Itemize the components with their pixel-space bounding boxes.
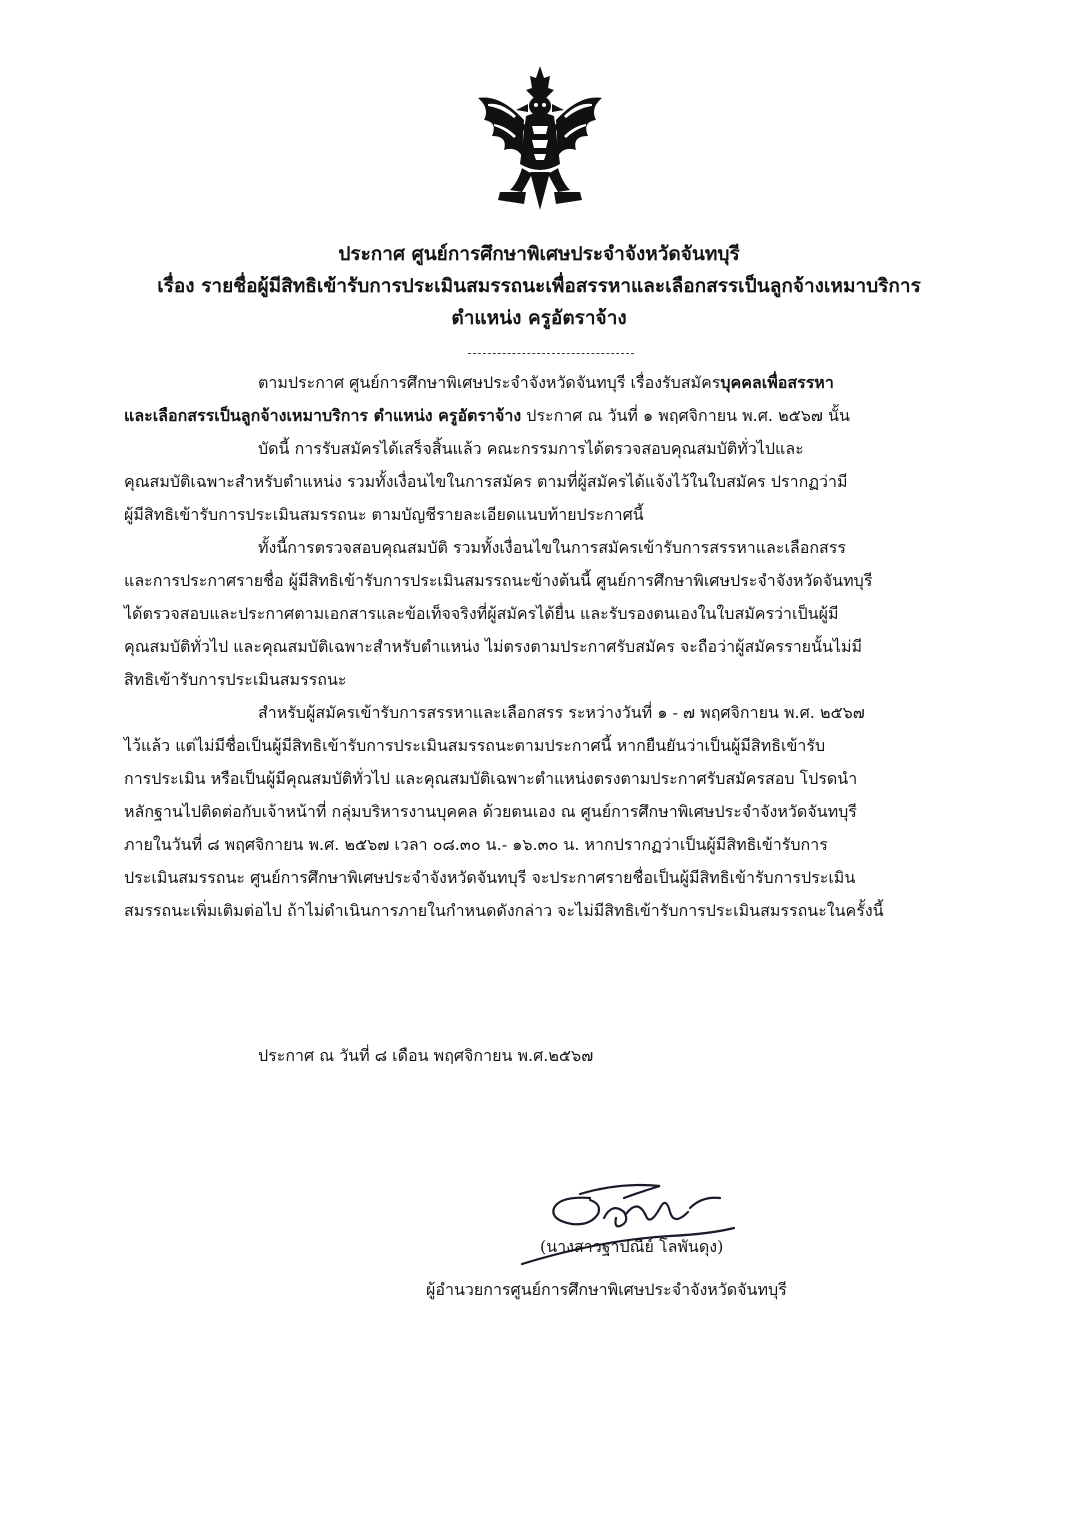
paragraph-3-line: ได้ตรวจสอบและประกาศตามเอกสารและข้อเท็จจริงที่ผู้สมัครได้ยื่น และรับรองตนเองในใบสมัครว่าเป็นผู้มี (124, 604, 839, 623)
announcement-title: ประกาศ ศูนย์การศึกษาพิเศษประจำจังหวัดจันทบุรี (338, 243, 740, 265)
paragraph-3-line: สิทธิเข้ารับการประเมินสมรรถนะ (124, 670, 347, 689)
paragraph-1-line-2 (124, 399, 974, 432)
announcement-date: ประกาศ ณ วันที่ ๘ เดือน พฤศจิกายน พ.ศ.๒๕๖๗ (258, 1046, 594, 1065)
signer-title: ผู้อำนวยการศูนย์การศึกษาพิเศษประจำจังหวัดจันทบุรี (426, 1280, 787, 1299)
paragraph-4-line: ไว้แล้ว แต่ไม่มีชื่อเป็นผู้มีสิทธิเข้ารับการประเมินสมรรถนะตามประกาศนี้ หากยืนยันว่าเป็นผู้มีสิทธิเข้ารับ (124, 736, 826, 755)
paragraph-3-line: คุณสมบัติทั่วไป และคุณสมบัติเฉพาะสำหรับตำแหน่ง ไม่ตรงตามประกาศรับสมัคร จะถือว่าผู้สมัครรายนั้นไม่มี (124, 637, 863, 656)
announcement-subject: เรื่อง รายชื่อผู้มีสิทธิเข้ารับการประเมินสมรรถนะเพื่อสรรหาและเลือกสรรเป็นลูกจ้างเหมาบริการ (157, 275, 921, 297)
announcement-header (100, 238, 978, 334)
text-run-bold: และเลือกสรรเป็นลูกจ้างเหมาบริการ ตำแหน่ง ครูอัตราจ้าง (124, 406, 522, 425)
paragraph-4-line: หลักฐานไปติดต่อกับเจ้าหน้าที่ กลุ่มบริหารงานบุคคล ด้วยตนเอง ณ ศูนย์การศึกษาพิเศษประจำจังหวัดจันทบุรี (124, 802, 857, 821)
title-divider (468, 353, 634, 354)
paragraph-3-line: ทั้งนี้การตรวจสอบคุณสมบัติ รวมทั้งเงื่อนไขในการสมัครเข้ารับการสรรหาและเลือกสรร (258, 538, 846, 557)
paragraph-2-line: คุณสมบัติเฉพาะสำหรับตำแหน่ง รวมทั้งเงื่อนไขในการสมัคร ตามที่ผู้สมัครได้แจ้งไว้ในใบสมัคร ปรากฏว่ามี (124, 472, 848, 491)
garuda-emblem-icon (470, 64, 610, 212)
paragraph-3-line: และการประกาศรายชื่อ ผู้มีสิทธิเข้ารับการประเมินสมรรถนะข้างต้นนี้ ศูนย์การศึกษาพิเศษประจำจังหวัดจันทบุรี (124, 571, 873, 590)
paragraph-4-line: ภายในวันที่ ๘ พฤศจิกายน พ.ศ. ๒๕๖๗ เวลา ๐๘.๓๐ น.- ๑๖.๓๐ น. หากปรากฏว่าเป็นผู้มีสิทธิเข้ารับการ (124, 835, 828, 854)
announcement-position: ตำแหน่ง ครูอัตราจ้าง (451, 307, 627, 329)
paragraph-2-line: ผู้มีสิทธิเข้ารับการประเมินสมรรถนะ ตามบัญชีรายละเอียดแนบท้ายประกาศนี้ (124, 505, 644, 524)
text-run-bold: บุคคลเพื่อสรรหา (720, 373, 834, 392)
paragraph-4-line: สำหรับผู้สมัครเข้ารับการสรรหาและเลือกสรร ระหว่างวันที่ ๑ - ๗ พฤศจิกายน พ.ศ. ๒๕๖๗ (258, 703, 865, 722)
paragraph-4-line: การประเมิน หรือเป็นผู้มีคุณสมบัติทั่วไป และคุณสมบัติเฉพาะตำแหน่งตรงตามประกาศรับสมัครสอบ โปรดนำ (124, 769, 858, 788)
text-run: ประกาศ ณ วันที่ ๑ พฤศจิกายน พ.ศ. ๒๕๖๗ นั้น (521, 406, 850, 425)
paragraph-2-line: บัดนี้ การรับสมัครได้เสร็จสิ้นแล้ว คณะกรรมการได้ตรวจสอบคุณสมบัติทั่วไปและ (258, 439, 804, 458)
paragraph-4-line: สมรรถนะเพิ่มเติมต่อไป ถ้าไม่ดำเนินการภายในกำหนดดังกล่าว จะไม่มีสิทธิเข้ารับการประเมินสมรรถนะในครั้งนี้ (124, 901, 884, 920)
announcement-body (124, 366, 974, 927)
text-run: ตามประกาศ ศูนย์การศึกษาพิเศษประจำจังหวัดจันทบุรี เรื่องรับสมัคร (258, 373, 721, 392)
paragraph-4-line: ประเมินสมรรถนะ ศูนย์การศึกษาพิเศษประจำจังหวัดจันทบุรี จะประกาศรายชื่อเป็นผู้มีสิทธิเข้ารับการประเมิน (124, 868, 856, 887)
paragraph-1-line-1 (124, 366, 974, 399)
signer-name: (นางสาวฐาปณีย์ โลพันดุง) (540, 1237, 724, 1256)
